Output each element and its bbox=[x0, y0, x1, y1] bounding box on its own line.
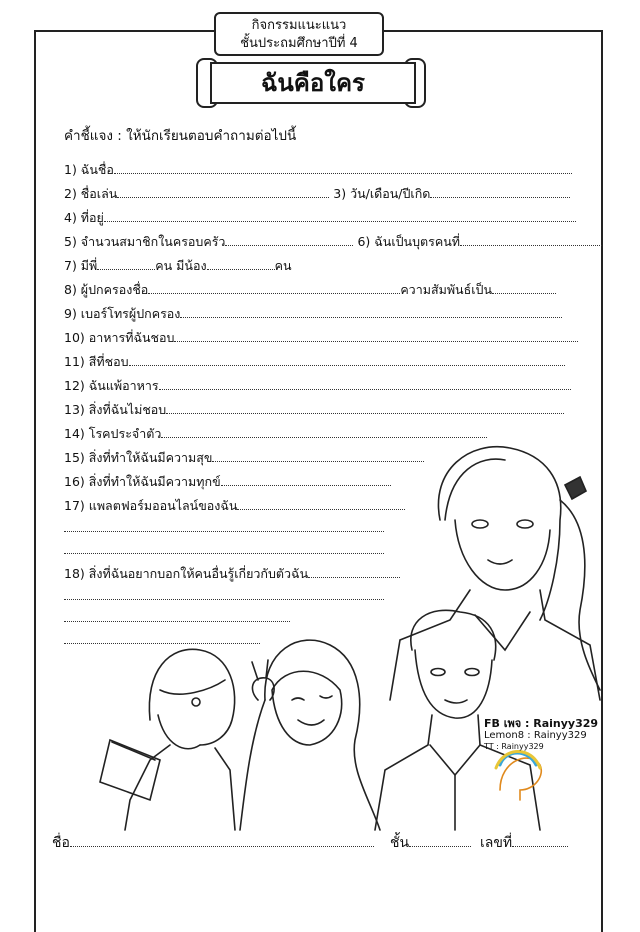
question-10-label: 10) อาหารที่ฉันชอบ bbox=[64, 330, 175, 345]
question-7-end: คน bbox=[274, 258, 292, 273]
question-15-label: 15) สิ่งที่ทำให้ฉันมีความสุข bbox=[64, 450, 213, 465]
question-14-label: 14) โรคประจำตัว bbox=[64, 426, 162, 441]
question-16-label: 16) สิ่งที่ทำให้ฉันมีความทุกข์ bbox=[64, 474, 221, 489]
question-12-label: 12) ฉันแพ้อาหาร bbox=[64, 378, 159, 393]
footer-number bbox=[480, 832, 568, 854]
answer-line[interactable] bbox=[70, 836, 374, 847]
credit-tiktok: TT : Rainyy329 bbox=[484, 742, 544, 751]
footer-grade-label: ชั้น bbox=[390, 835, 410, 851]
ponytail-girl-drawing bbox=[390, 447, 600, 700]
question-7-label: 7) มีพี่ bbox=[64, 258, 98, 273]
question-6-label: 6) ฉันเป็นบุตรคนที่ bbox=[357, 234, 460, 249]
instruction: คำชี้แจง : ให้นักเรียนตอบคำถามต่อไปนี้ bbox=[64, 128, 297, 144]
footer-number-label: เลขที่ bbox=[480, 835, 513, 851]
footer-name-label: ชื่อ bbox=[52, 835, 70, 851]
activity-title: กิจกรรมแนะแนว bbox=[251, 18, 347, 33]
question-2-label: 2) ชื่อเล่น bbox=[64, 186, 118, 201]
page-title: ฉันคือใคร bbox=[210, 62, 416, 104]
question-4-label: 4) ที่อยู่ bbox=[64, 210, 104, 225]
question-7-mid: คน มีน้อง bbox=[155, 258, 207, 273]
question-3-label: 3) วัน/เดือน/ปีเกิด bbox=[333, 186, 431, 201]
question-5-label: 5) จำนวนสมาชิกในครอบครัว bbox=[64, 234, 226, 249]
question-8-relation: ความสัมพันธ์เป็น bbox=[400, 282, 492, 297]
question-18-label: 18) สิ่งที่ฉันอยากบอกให้คนอื่นรู้เกี่ยวกับตัวฉัน bbox=[64, 566, 309, 581]
footer-grade bbox=[390, 832, 471, 854]
credit-lemon8: Lemon8 : Rainyy329 bbox=[484, 730, 587, 741]
reading-girl-drawing bbox=[100, 649, 235, 830]
question-17-label: 17) แพลตฟอร์มออนไลน์ของฉัน bbox=[64, 498, 238, 513]
credit-fb: FB เพจ : Rainyy329 bbox=[484, 717, 599, 730]
answer-line[interactable] bbox=[409, 836, 471, 847]
answer-line[interactable] bbox=[512, 836, 568, 847]
question-9-label: 9) เบอร์โทรผู้ปกครอง bbox=[64, 306, 181, 321]
footer-name bbox=[52, 832, 374, 854]
question-11-label: 11) สีที่ชอบ bbox=[64, 354, 129, 369]
hijab-girl-drawing bbox=[240, 640, 380, 830]
creator-credit bbox=[484, 718, 598, 752]
question-13-label: 13) สิ่งที่ฉันไม่ชอบ bbox=[64, 402, 167, 417]
question-8-label: 8) ผู้ปกครองชื่อ bbox=[64, 282, 149, 297]
question-1-label: 1) ฉันชื่อ bbox=[64, 162, 114, 177]
grade-level: ชั้นประถมศึกษาปีที่ 4 bbox=[240, 36, 358, 51]
